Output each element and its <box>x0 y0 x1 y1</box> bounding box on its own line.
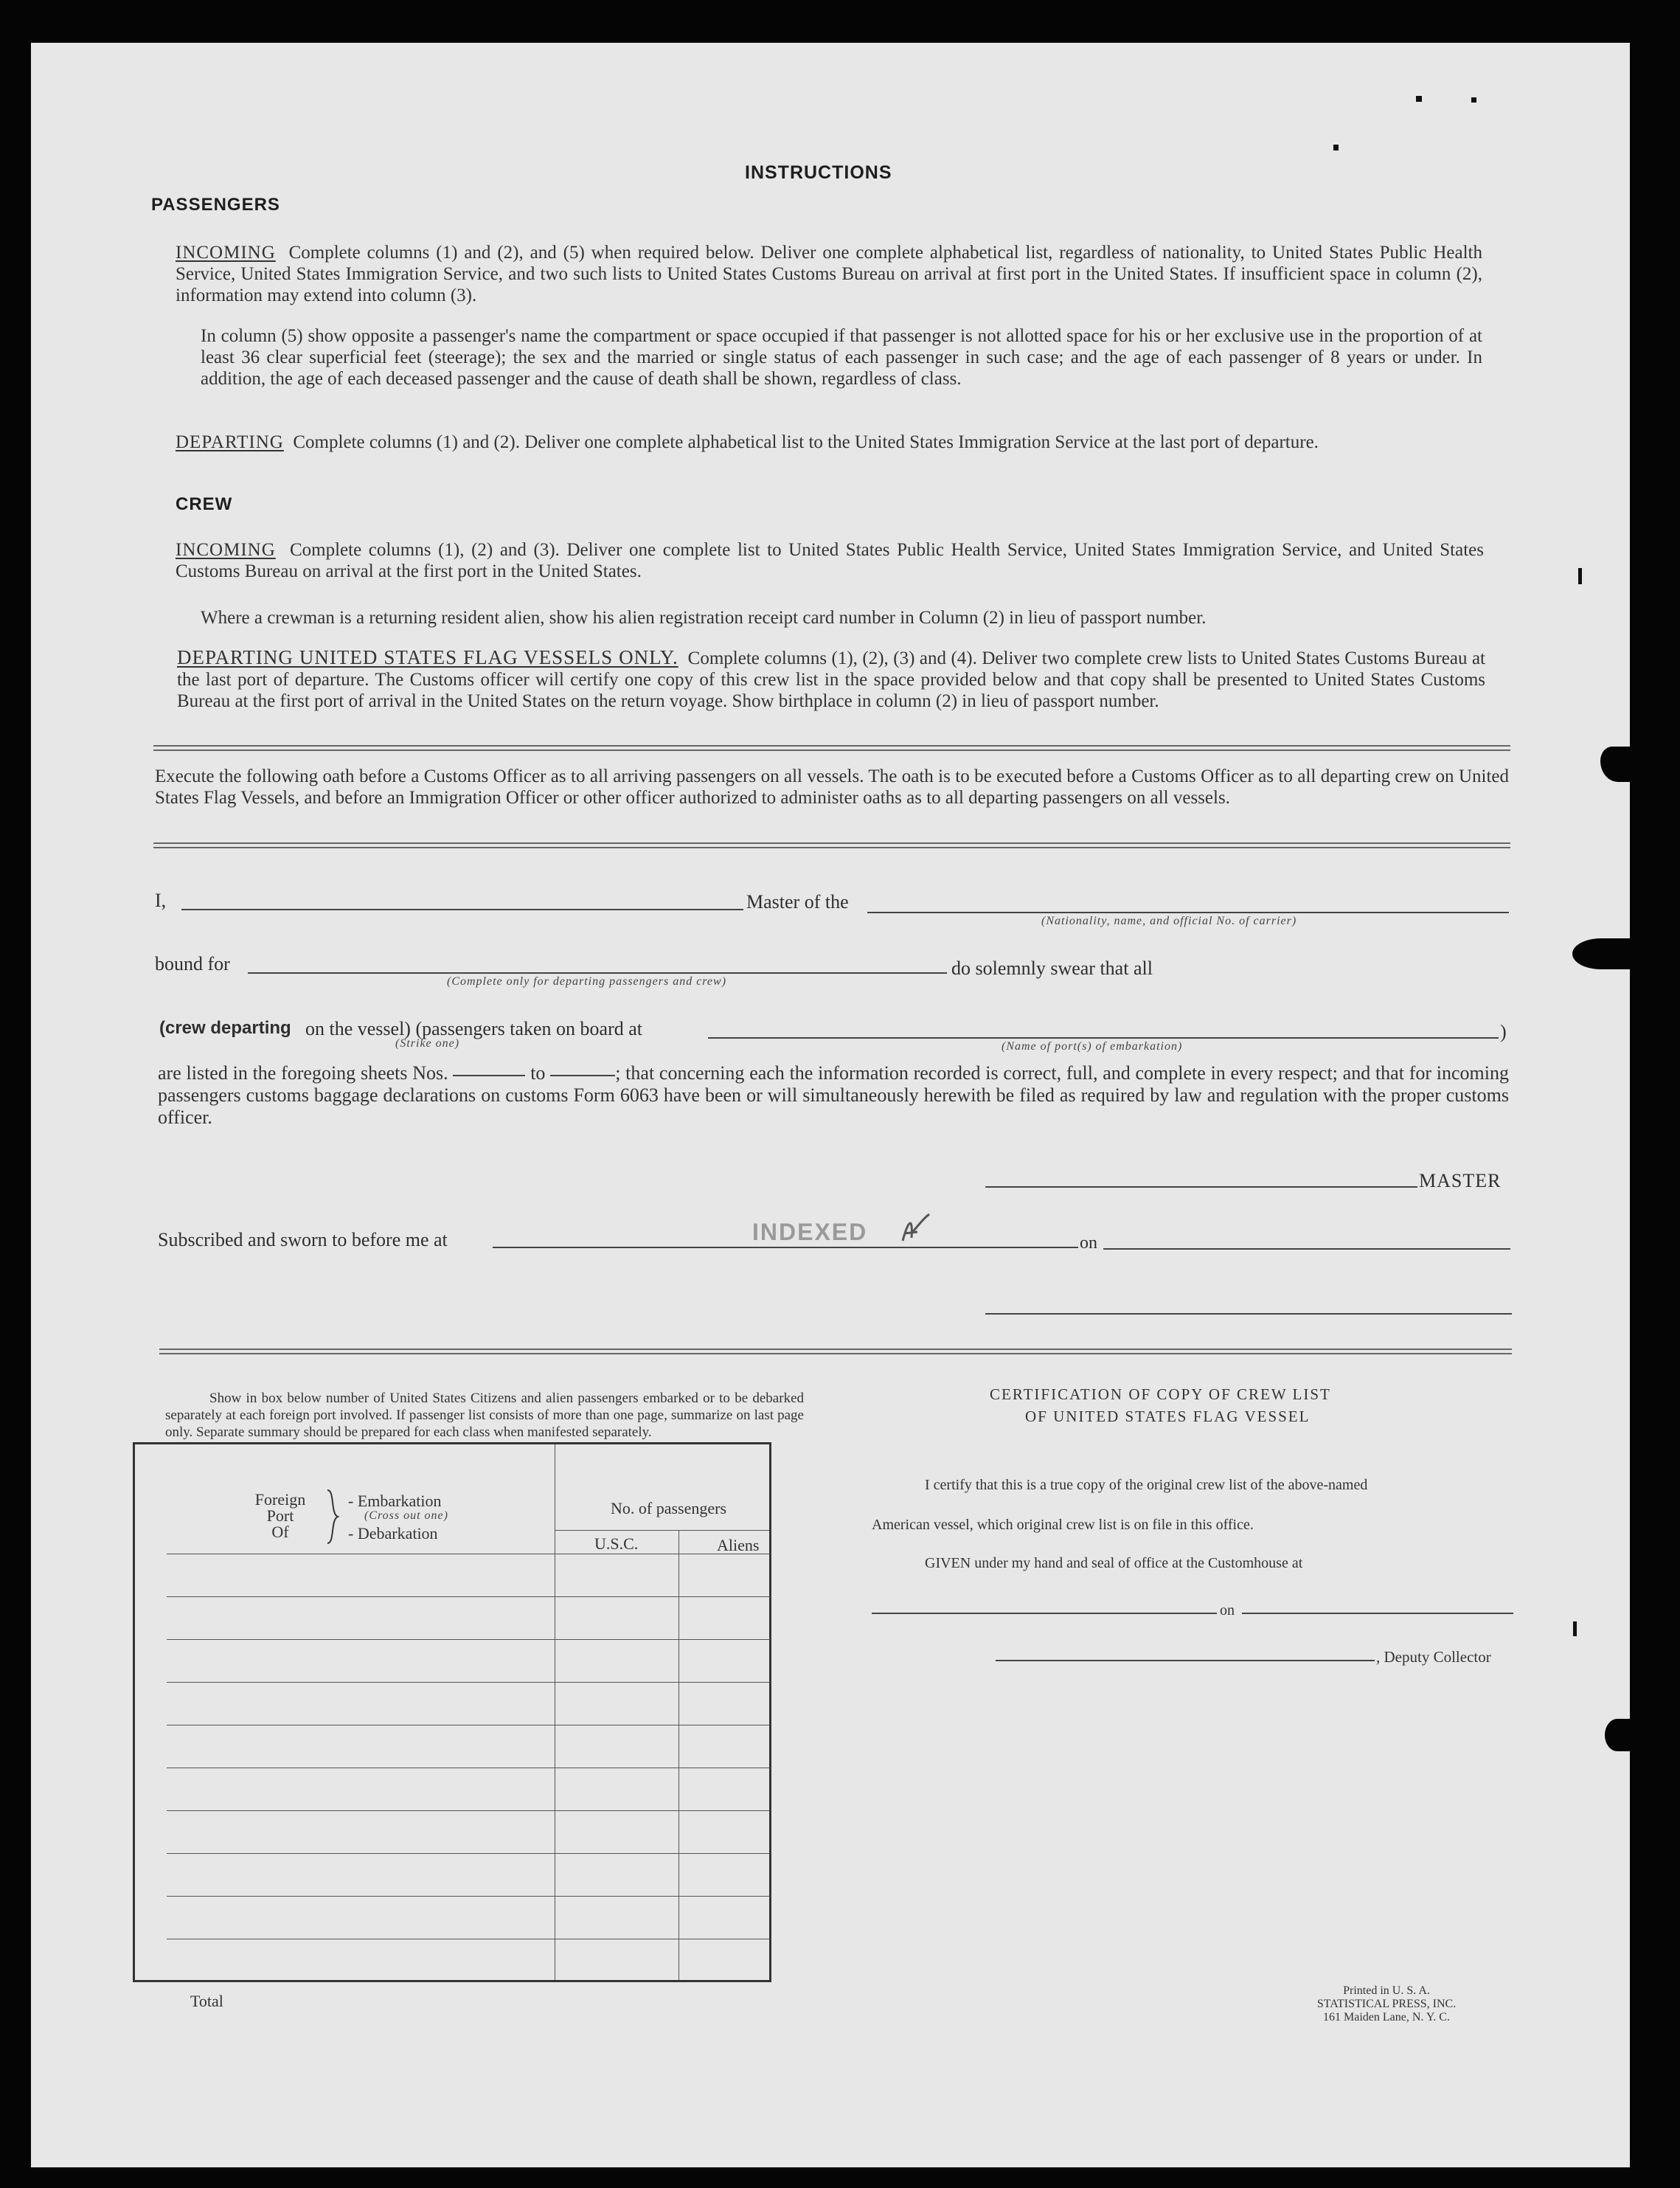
printer-line-3: 161 Maiden Lane, N. Y. C. <box>1323 2011 1450 2023</box>
crew-incoming-label: INCOMING <box>176 540 276 560</box>
crew-incoming-paragraph <box>176 539 1484 582</box>
carrier-caption: (Nationality, name, and official No. of carrier) <box>1041 915 1297 927</box>
table-row[interactable] <box>167 1639 770 1640</box>
bound-for-label: bound for <box>155 953 230 974</box>
master-of-the-label: Master of the <box>746 891 849 913</box>
certification-title-2: OF UNITED STATES FLAG VESSEL <box>1025 1408 1311 1425</box>
double-rule <box>159 1349 1512 1354</box>
crew-departing-option[interactable]: (crew departing <box>159 1018 291 1038</box>
column5-paragraph: In column (5) show opposite a passenger's name the compartment or space occupied if that passenger is not allotted space for his or her exclusive use in the proportion of at least 36 clear superficial feet (steerage); the sex and the married or single status of each passenger in such case; and the age of each passenger of 8 years or under. In addition, the age of each deceased passenger and the cause of death shall be shown, regardless of class. <box>201 326 1482 389</box>
printer-line-1: Printed in U. S. A. <box>1343 1984 1430 1997</box>
passengers-heading: PASSENGERS <box>151 195 280 215</box>
oath-i-label: I, <box>155 890 167 911</box>
passengers-departing-text: Complete columns (1) and (2). Deliver one complete alphabetical list to the United States Immigration Service at the last port of departure. <box>293 432 1319 452</box>
usc-header: U.S.C. <box>594 1534 639 1553</box>
deputy-collector-label: , Deputy Collector <box>1376 1648 1491 1666</box>
cross-out-caption: (Cross out one) <box>364 1509 448 1522</box>
sheet-to-field[interactable] <box>550 1075 615 1076</box>
subscribed-label: Subscribed and sworn to before me at <box>158 1229 448 1250</box>
sworn-on-label: on <box>1080 1233 1097 1253</box>
listed-paragraph <box>158 1062 1509 1129</box>
table-row[interactable] <box>167 1596 770 1597</box>
carrier-field[interactable] <box>867 912 1509 913</box>
passenger-summary-table <box>133 1442 771 1982</box>
passengers-incoming-label: INCOMING <box>176 243 276 263</box>
certify-text: I certify that this is a true copy of the original crew list of the above-named <box>925 1477 1368 1493</box>
deputy-signature-field[interactable] <box>996 1660 1375 1661</box>
crew-heading: CREW <box>176 494 233 514</box>
total-label: Total <box>190 1992 223 2010</box>
handwritten-initial <box>895 1211 940 1252</box>
printer-line-2: STATISTICAL PRESS, INC. <box>1316 1998 1457 2010</box>
foreign-label: Foreign <box>254 1490 306 1509</box>
swear-text: do solemnly swear that all <box>951 958 1153 979</box>
brace-icon <box>324 1487 341 1550</box>
close-paren: ) <box>1500 1021 1507 1042</box>
embarkation-option[interactable]: - Embarkation <box>348 1492 442 1510</box>
listed-text-2: ; that concerning each the information recorded is correct, full, and complete in every respect; and that for incoming passengers customs baggage declarations on customs Form 6063 have been or will simultaneously herewith be filed as required by law and regulation with the proper customs officer. <box>158 1062 1509 1128</box>
vessel-text: American vessel, which original crew list is on file in this office. <box>872 1517 1254 1533</box>
passengers-taken-option[interactable]: on the vessel) (passengers taken on board at <box>305 1018 643 1039</box>
to-label: to <box>530 1062 546 1084</box>
certification-date-field[interactable] <box>1242 1613 1513 1614</box>
officer-signature-field[interactable] <box>985 1313 1512 1315</box>
embarkation-caption: (Name of port(s) of embarkation) <box>1002 1040 1183 1053</box>
printer-imprint <box>1283 1984 1490 2024</box>
crew-incoming-text: Complete columns (1), (2) and (3). Deliver one complete list to United States Public Health Service, United States Immigration Service, and United States Customs Bureau on arrival at the first port in the United States. <box>176 540 1484 581</box>
debarkation-option[interactable]: - Debarkation <box>348 1524 438 1543</box>
table-divider <box>678 1530 679 1980</box>
master-label: MASTER <box>1419 1170 1502 1191</box>
indexed-stamp: INDEXED <box>752 1219 868 1245</box>
table-row[interactable] <box>167 1810 770 1811</box>
of-label: Of <box>271 1523 289 1541</box>
crew-departing-text: Complete columns (1), (2), (3) and (4). Deliver two complete crew lists to United States Customs Bureau at the last port of departure. The Customs officer will certify one copy of this crew list in the space provided below and that copy shall be presented to United States Customs Bureau at the first port of arrival in the United States on the return voyage. Show birthplace in column (2) in lieu of passport number. <box>177 648 1486 711</box>
master-signature-field[interactable] <box>985 1186 1417 1188</box>
foreign-port-of-header <box>251 1492 310 1540</box>
table-row[interactable] <box>167 1853 770 1854</box>
page-title: INSTRUCTIONS <box>745 162 892 183</box>
given-text: GIVEN under my hand and seal of office at the Customhouse at <box>925 1555 1303 1571</box>
table-row[interactable] <box>167 1896 770 1897</box>
passengers-incoming-paragraph <box>176 242 1482 306</box>
customhouse-field[interactable] <box>872 1613 1217 1614</box>
bound-for-caption: (Complete only for departing passengers and crew) <box>447 975 727 988</box>
crew-departing-paragraph <box>177 647 1485 712</box>
crew-resident-paragraph: Where a crewman is a returning resident alien, show his alien registration receipt card number in Column (2) in lieu of passport number. <box>201 608 1207 628</box>
port-label: Port <box>266 1506 294 1525</box>
passengers-incoming-text: Complete columns (1) and (2), and (5) when required below. Deliver one complete alphabetical list, regardless of nationality, to United States Public Health Service, United States Immigration Service, and two such lists to United States Customs Bureau on arrival at first port in the United States. If insufficient space in column (2), information may extend into column (3). <box>176 243 1482 305</box>
speck <box>1573 1621 1577 1636</box>
strike-one-caption: (Strike one) <box>395 1037 460 1050</box>
speck <box>1416 96 1422 102</box>
aliens-header: Aliens <box>717 1536 760 1554</box>
passengers-departing-paragraph <box>176 432 1482 453</box>
table-divider <box>555 1530 769 1531</box>
certification-title-1: CERTIFICATION OF COPY OF CREW LIST <box>990 1385 1331 1403</box>
sworn-place-field[interactable] <box>493 1247 1078 1248</box>
oath-intro: Execute the following oath before a Customs Officer as to all arriving passengers on all vessels. The oath is to be executed before a Customs Officer as to all departing crew on United States Flag Vessels, and before an Immigration Officer or other officer authorized to administer oaths as to all departing passengers on all vessels. <box>155 766 1509 808</box>
embarkation-port-field[interactable] <box>708 1037 1499 1039</box>
crew-departing-label: DEPARTING UNITED STATES FLAG VESSELS ONLY. <box>177 646 678 668</box>
summary-instructions: Show in box below number of United States Citizens and alien passengers embarked or to be debarked separately at each foreign port involved. If passenger list consists of more than one page, summarize on last page only. Separate summary should be prepared for each class when manifested separately. <box>165 1391 804 1440</box>
passengers-departing-label: DEPARTING <box>176 432 284 452</box>
master-name-field[interactable] <box>181 909 743 910</box>
speck <box>1578 568 1582 584</box>
double-rule <box>153 842 1510 848</box>
listed-text-1: are listed in the foregoing sheets Nos. <box>158 1062 448 1084</box>
paper-tear <box>1572 938 1630 969</box>
table-row[interactable] <box>167 1682 770 1683</box>
sheet-from-field[interactable] <box>453 1075 525 1076</box>
certification-on-label: on <box>1220 1602 1235 1619</box>
bound-for-field[interactable] <box>248 972 947 974</box>
double-rule <box>153 745 1510 751</box>
speck <box>1471 97 1476 103</box>
sworn-date-field[interactable] <box>1103 1248 1510 1250</box>
paper-tear <box>1605 1719 1630 1751</box>
no-of-passengers-header: No. of passengers <box>611 1499 727 1517</box>
speck <box>1333 145 1339 150</box>
